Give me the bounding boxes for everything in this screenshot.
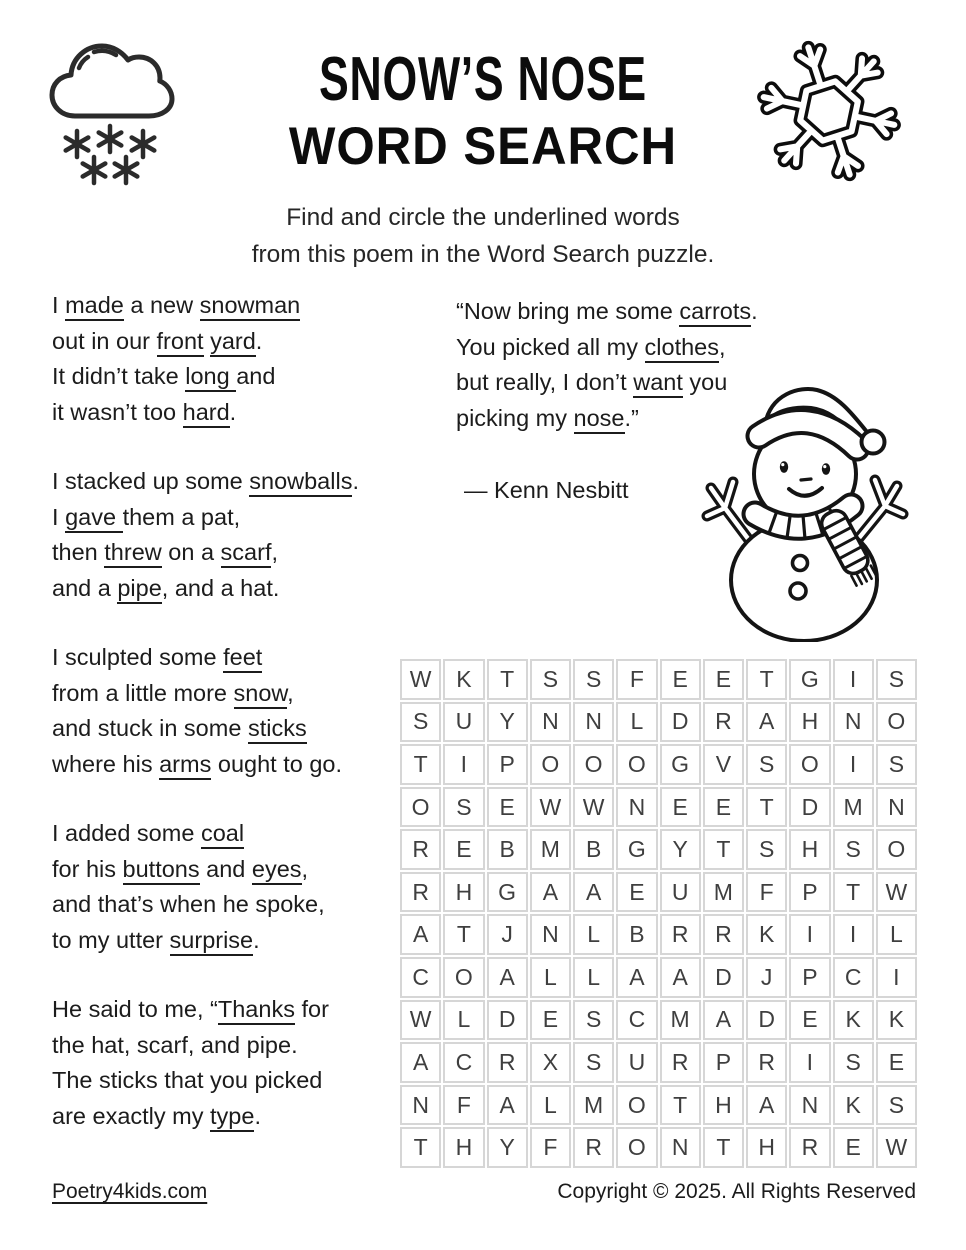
grid-cell-r5c4: M	[530, 829, 571, 870]
grid-cell-r9c12: K	[876, 1000, 917, 1041]
grid-cell-r12c2: H	[443, 1127, 484, 1168]
grid-cell-r1c3: T	[487, 659, 528, 700]
grid-cell-r7c11: I	[833, 914, 874, 955]
grid-cell-r3c3: P	[487, 744, 528, 785]
grid-cell-r3c6: O	[616, 744, 657, 785]
grid-cell-r4c9: T	[746, 787, 787, 828]
grid-cell-r4c12: N	[876, 787, 917, 828]
grid-cell-r12c5: R	[573, 1127, 614, 1168]
grid-cell-r4c3: E	[487, 787, 528, 828]
grid-cell-r11c11: K	[833, 1085, 874, 1126]
grid-cell-r8c2: O	[443, 957, 484, 998]
grid-cell-r1c4: S	[530, 659, 571, 700]
grid-cell-r1c7: E	[660, 659, 701, 700]
grid-cell-r6c11: T	[833, 872, 874, 913]
grid-cell-r7c6: B	[616, 914, 657, 955]
grid-cell-r6c10: P	[789, 872, 830, 913]
grid-cell-r5c1: R	[400, 829, 441, 870]
grid-cell-r2c9: A	[746, 702, 787, 743]
grid-cell-r7c12: L	[876, 914, 917, 955]
poem-stanza	[52, 640, 359, 782]
grid-cell-r5c12: O	[876, 829, 917, 870]
grid-cell-r6c9: F	[746, 872, 787, 913]
poem-line: The sticks that you picked	[52, 1067, 323, 1093]
poem-attribution: — Kenn Nesbitt	[464, 477, 629, 503]
poem-line: I sculpted some feet	[52, 640, 359, 676]
grid-cell-r1c5: S	[573, 659, 614, 700]
grid-cell-r11c9: A	[746, 1085, 787, 1126]
grid-cell-r2c8: R	[703, 702, 744, 743]
snowman-button	[793, 556, 808, 571]
grid-cell-r3c9: S	[746, 744, 787, 785]
grid-cell-r12c8: T	[703, 1127, 744, 1168]
grid-cell-r7c7: R	[660, 914, 701, 955]
grid-cell-r4c6: N	[616, 787, 657, 828]
poem-line: from a little more snow,	[52, 676, 359, 712]
grid-cell-r12c1: T	[400, 1127, 441, 1168]
grid-cell-r8c1: C	[400, 957, 441, 998]
underlined-word: snow	[234, 680, 288, 709]
grid-cell-r11c4: L	[530, 1085, 571, 1126]
grid-cell-r7c5: L	[573, 914, 614, 955]
grid-cell-r2c12: O	[876, 702, 917, 743]
grid-cell-r12c10: R	[789, 1127, 830, 1168]
poem-line: It didn’t take long and	[52, 359, 359, 395]
grid-cell-r2c4: N	[530, 702, 571, 743]
grid-cell-r5c8: T	[703, 829, 744, 870]
grid-cell-r12c9: H	[746, 1127, 787, 1168]
grid-cell-r10c7: R	[660, 1042, 701, 1083]
grid-cell-r3c12: S	[876, 744, 917, 785]
poem-line: I added some coal	[52, 816, 359, 852]
poem-line: out in our front yard.	[52, 324, 359, 360]
grid-cell-r10c11: S	[833, 1042, 874, 1083]
grid-cell-r7c9: K	[746, 914, 787, 955]
grid-cell-r11c6: O	[616, 1085, 657, 1126]
grid-cell-r4c11: M	[833, 787, 874, 828]
underlined-word: hard	[183, 399, 230, 428]
copyright-text: Copyright © 2025. All Rights Reserved	[557, 1180, 916, 1203]
grid-cell-r11c12: S	[876, 1085, 917, 1126]
grid-cell-r5c9: S	[746, 829, 787, 870]
grid-cell-r12c6: O	[616, 1127, 657, 1168]
grid-cell-r6c1: R	[400, 872, 441, 913]
grid-cell-r8c4: L	[530, 957, 571, 998]
grid-cell-r7c4: N	[530, 914, 571, 955]
grid-cell-r9c1: W	[400, 1000, 441, 1041]
poem-line: it wasn’t too hard.	[52, 395, 359, 431]
grid-cell-r9c4: E	[530, 1000, 571, 1041]
grid-cell-r3c7: G	[660, 744, 701, 785]
grid-cell-r10c5: S	[573, 1042, 614, 1083]
grid-cell-r4c1: O	[400, 787, 441, 828]
page-title-line2: WORD SEARCH	[288, 117, 678, 176]
grid-cell-r1c6: F	[616, 659, 657, 700]
grid-cell-r8c9: J	[746, 957, 787, 998]
grid-cell-r9c10: E	[789, 1000, 830, 1041]
snowman-illustration	[699, 386, 911, 642]
underlined-word: clothes	[645, 334, 719, 363]
grid-cell-r7c3: J	[487, 914, 528, 955]
underlined-word: snowman	[200, 292, 301, 321]
grid-cell-r11c8: H	[703, 1085, 744, 1126]
poem-line: to my utter surprise.	[52, 923, 359, 959]
underlined-word: surprise	[170, 927, 254, 956]
grid-cell-r1c11: I	[833, 659, 874, 700]
underlined-word: eyes	[252, 856, 302, 885]
grid-cell-r9c2: L	[443, 1000, 484, 1041]
grid-cell-r11c1: N	[400, 1085, 441, 1126]
grid-cell-r1c10: G	[789, 659, 830, 700]
grid-cell-r1c9: T	[746, 659, 787, 700]
grid-cell-r3c8: V	[703, 744, 744, 785]
grid-cell-r9c5: S	[573, 1000, 614, 1041]
grid-cell-r12c4: F	[530, 1127, 571, 1168]
underlined-word: feet	[223, 644, 262, 673]
poem-line: and a pipe, and a hat.	[52, 571, 359, 607]
grid-cell-r10c1: A	[400, 1042, 441, 1083]
poem-line: picking my nose.”	[456, 401, 758, 437]
grid-cell-r11c3: A	[487, 1085, 528, 1126]
grid-cell-r2c2: U	[443, 702, 484, 743]
grid-cell-r9c11: K	[833, 1000, 874, 1041]
grid-cell-r1c8: E	[703, 659, 744, 700]
poem-stanza	[52, 816, 359, 958]
grid-cell-r1c2: K	[443, 659, 484, 700]
grid-cell-r4c5: W	[573, 787, 614, 828]
poem-line: and stuck in some sticks	[52, 711, 359, 747]
underlined-word: Thanks	[218, 996, 295, 1025]
grid-cell-r9c7: M	[660, 1000, 701, 1041]
grid-cell-r7c8: R	[703, 914, 744, 955]
grid-cell-r6c5: A	[573, 872, 614, 913]
snowman-button	[790, 583, 806, 599]
grid-cell-r2c11: N	[833, 702, 874, 743]
grid-cell-r10c12: E	[876, 1042, 917, 1083]
grid-cell-r8c8: D	[703, 957, 744, 998]
grid-cell-r8c7: A	[660, 957, 701, 998]
poem-line: He said to me, “Thanks for	[52, 992, 359, 1028]
grid-cell-r5c2: E	[443, 829, 484, 870]
underlined-word: pipe	[117, 575, 161, 604]
grid-cell-r2c3: Y	[487, 702, 528, 743]
grid-cell-r10c4: X	[530, 1042, 571, 1083]
underlined-word: threw	[104, 539, 161, 568]
poem-line: I made a new snowman	[52, 288, 359, 324]
grid-cell-r7c1: A	[400, 914, 441, 955]
grid-cell-r5c10: H	[789, 829, 830, 870]
poem-line: for his buttons and eyes,	[52, 852, 359, 888]
poem-line: I gave them a pat,	[52, 500, 359, 536]
grid-cell-r8c6: A	[616, 957, 657, 998]
grid-cell-r2c10: H	[789, 702, 830, 743]
grid-cell-r7c10: I	[789, 914, 830, 955]
grid-cell-r10c10: I	[789, 1042, 830, 1083]
instructions	[0, 199, 966, 273]
grid-cell-r6c7: U	[660, 872, 701, 913]
poem-stanza	[52, 992, 359, 1134]
grid-cell-r11c2: F	[443, 1085, 484, 1126]
grid-cell-r5c3: B	[487, 829, 528, 870]
grid-cell-r9c8: A	[703, 1000, 744, 1041]
grid-cell-r3c10: O	[789, 744, 830, 785]
poem-line: but really, I don’t want you	[456, 365, 758, 401]
grid-cell-r12c7: N	[660, 1127, 701, 1168]
grid-cell-r2c5: N	[573, 702, 614, 743]
underlined-word: made	[65, 292, 124, 321]
poem-line: then threw on a scarf,	[52, 535, 359, 571]
grid-cell-r6c6: E	[616, 872, 657, 913]
grid-cell-r8c12: I	[876, 957, 917, 998]
underlined-word: scarf	[221, 539, 272, 568]
grid-cell-r10c3: R	[487, 1042, 528, 1083]
poem-line: where his arms ought to go.	[52, 747, 359, 783]
grid-cell-r5c6: G	[616, 829, 657, 870]
grid-cell-r11c5: M	[573, 1085, 614, 1126]
grid-cell-r10c8: P	[703, 1042, 744, 1083]
poetry4kids-link[interactable]: Poetry4kids.com	[52, 1180, 208, 1203]
word-search-grid	[400, 659, 917, 1168]
grid-cell-r2c6: L	[616, 702, 657, 743]
grid-cell-r6c4: A	[530, 872, 571, 913]
grid-cell-r10c6: U	[616, 1042, 657, 1083]
grid-cell-r5c11: S	[833, 829, 874, 870]
instructions-line1: Find and circle the underlined words	[286, 204, 680, 231]
grid-cell-r2c1: S	[400, 702, 441, 743]
grid-cell-r6c2: H	[443, 872, 484, 913]
underlined-word: want	[633, 369, 683, 398]
grid-cell-r6c3: G	[487, 872, 528, 913]
grid-cell-r5c5: B	[573, 829, 614, 870]
grid-cell-r8c11: C	[833, 957, 874, 998]
poem-line: are exactly my type.	[52, 1099, 359, 1135]
grid-cell-r12c11: E	[833, 1127, 874, 1168]
grid-cell-r4c10: D	[789, 787, 830, 828]
grid-cell-r4c7: E	[660, 787, 701, 828]
grid-cell-r10c2: C	[443, 1042, 484, 1083]
grid-cell-r6c12: W	[876, 872, 917, 913]
grid-cell-r4c4: W	[530, 787, 571, 828]
grid-cell-r7c2: T	[443, 914, 484, 955]
poem-stanza	[52, 288, 359, 430]
underlined-word: nose	[574, 405, 625, 434]
grid-cell-r1c12: S	[876, 659, 917, 700]
underlined-word: arms	[159, 751, 211, 780]
grid-cell-r3c2: I	[443, 744, 484, 785]
instructions-line2: from this poem in the Word Search puzzle.	[251, 241, 715, 268]
grid-cell-r5c7: Y	[660, 829, 701, 870]
underlined-word: gave	[65, 504, 123, 533]
underlined-word: snowballs	[249, 468, 352, 497]
grid-cell-r8c5: L	[573, 957, 614, 998]
grid-cell-r2c7: D	[660, 702, 701, 743]
grid-cell-r4c2: S	[443, 787, 484, 828]
poem-line: You picked all my clothes,	[456, 330, 758, 366]
underlined-word: carrots	[679, 298, 751, 327]
grid-cell-r1c1: W	[400, 659, 441, 700]
grid-cell-r8c10: P	[789, 957, 830, 998]
page-title-line1: SNOW’S NOSE	[319, 45, 647, 114]
poem-line: “Now bring me some carrots.	[456, 294, 758, 330]
underlined-word: buttons	[123, 856, 200, 885]
underlined-word: sticks	[248, 715, 307, 744]
grid-cell-r9c3: D	[487, 1000, 528, 1041]
grid-cell-r10c9: R	[746, 1042, 787, 1083]
grid-cell-r11c10: N	[789, 1085, 830, 1126]
grid-cell-r3c5: O	[573, 744, 614, 785]
grid-cell-r12c12: W	[876, 1127, 917, 1168]
grid-cell-r3c11: I	[833, 744, 874, 785]
poem-line: and that’s when he spoke,	[52, 891, 325, 917]
poem-line: I stacked up some snowballs.	[52, 464, 359, 500]
underlined-word: coal	[201, 820, 244, 849]
poem-left-column	[52, 288, 359, 1168]
grid-cell-r9c9: D	[746, 1000, 787, 1041]
underlined-word: long	[185, 363, 236, 392]
poem-line: the hat, scarf, and pipe.	[52, 1031, 298, 1058]
grid-cell-r6c8: M	[703, 872, 744, 913]
grid-cell-r12c3: Y	[487, 1127, 528, 1168]
grid-cell-r8c3: A	[487, 957, 528, 998]
poem-stanza	[52, 464, 359, 606]
underlined-word: front	[157, 328, 204, 357]
grid-cell-r4c8: E	[703, 787, 744, 828]
underlined-word: yard	[210, 328, 256, 357]
grid-cell-r9c6: C	[616, 1000, 657, 1041]
underlined-word: type	[210, 1103, 254, 1132]
grid-cell-r3c4: O	[530, 744, 571, 785]
grid-cell-r3c1: T	[400, 744, 441, 785]
grid-cell-r11c7: T	[660, 1085, 701, 1126]
